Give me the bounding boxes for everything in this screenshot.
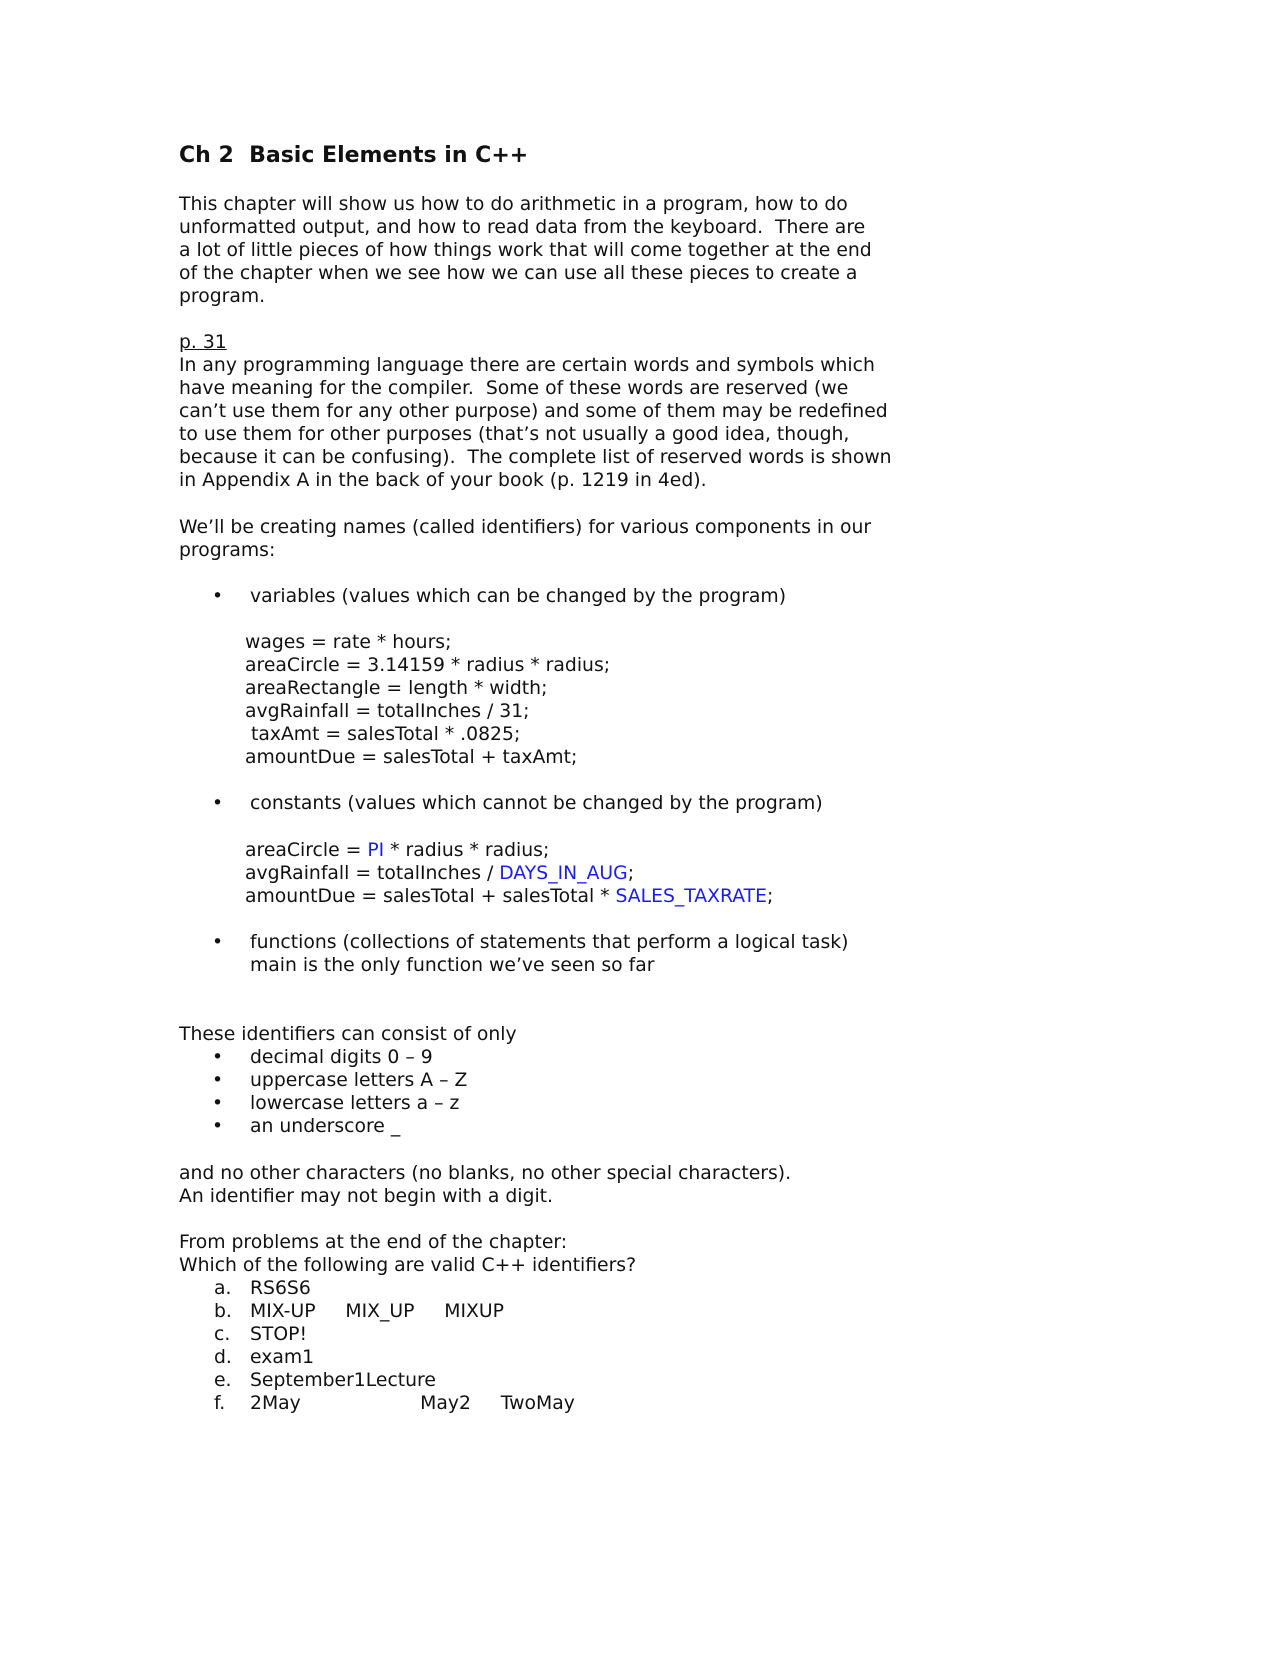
option-item: [0, 1369, 1280, 1392]
reserved-words-paragraph: [179, 354, 892, 492]
option-letter: a.: [214, 1278, 232, 1299]
bullet-icon: •: [212, 1116, 224, 1137]
constants-label: constants (values which cannot be changed by the program): [250, 793, 823, 814]
rules-paragraph: [179, 1162, 791, 1208]
code-line: taxAmt = salesTotal * .0825;: [245, 724, 521, 745]
code-line: avgRainfall = totalInches / 31;: [245, 701, 530, 722]
option-text: RS6S6: [250, 1278, 311, 1299]
bullet-icon: •: [212, 586, 224, 607]
option-text: exam1: [250, 1347, 315, 1368]
code-text: amountDue = salesTotal + salesTotal *: [245, 886, 616, 907]
page-title: Ch 2 Basic Elements in C++: [179, 143, 529, 168]
text-line: An identifier may not begin with a digit.: [179, 1186, 553, 1207]
option-item: [0, 1346, 1280, 1369]
text-line: unformatted output, and how to read data from the keyboard. There are: [179, 217, 866, 238]
page-reference: p. 31: [179, 332, 227, 353]
code-line: [245, 862, 773, 885]
char-item: an underscore _: [250, 1116, 401, 1137]
constant-name: PI: [367, 840, 385, 861]
option-text: 2May May2 TwoMay: [250, 1393, 575, 1414]
bullet-icon: •: [212, 1093, 224, 1114]
code-line: wages = rate * hours;: [245, 632, 452, 653]
code-text: areaCircle =: [245, 840, 368, 861]
variables-label: variables (values which can be changed by the program): [250, 586, 787, 607]
option-text: September1Lecture: [250, 1370, 436, 1391]
option-letter: d.: [214, 1347, 232, 1368]
problems-paragraph: [179, 1231, 636, 1277]
code-line: [245, 839, 773, 862]
char-item: uppercase letters A – Z: [250, 1070, 468, 1091]
char-item: decimal digits 0 – 9: [250, 1047, 433, 1068]
text-line: This chapter will show us how to do arithmetic in a program, how to do: [179, 194, 848, 215]
char-item: lowercase letters a – z: [250, 1093, 460, 1114]
code-line: [245, 885, 773, 908]
text-line: From problems at the end of the chapter:: [179, 1232, 568, 1253]
identifiers-paragraph: [179, 516, 871, 562]
constant-name: SALES_TAXRATE: [615, 886, 768, 907]
text-line: In any programming language there are certain words and symbols which: [179, 355, 875, 376]
code-text: ;: [767, 886, 774, 907]
option-text: MIX-UP MIX_UP MIXUP: [250, 1301, 504, 1322]
option-letter: e.: [214, 1370, 232, 1391]
text-line: a lot of little pieces of how things work that will come together at the end: [179, 240, 872, 261]
option-item: [0, 1392, 1280, 1415]
options-list: [0, 1277, 1280, 1415]
bullet-icon: •: [212, 932, 224, 953]
bullet-icon: •: [212, 1047, 224, 1068]
text-line: functions (collections of statements that perform a logical task): [250, 932, 849, 953]
option-item: [0, 1300, 1280, 1323]
text-line: main is the only function we’ve seen so far: [250, 955, 655, 976]
text-line: because it can be confusing). The complete list of reserved words is shown: [179, 447, 892, 468]
text-line: program.: [179, 286, 266, 307]
text-line: in Appendix A in the back of your book (p. 1219 in 4ed).: [179, 470, 707, 491]
text-line: of the chapter when we see how we can use all these pieces to create a: [179, 263, 858, 284]
code-text: avgRainfall = totalInches /: [245, 863, 500, 884]
text-line: can’t use them for any other purpose) and some of them may be redefined: [179, 401, 888, 422]
code-text: * radius * radius;: [384, 840, 550, 861]
option-letter: b.: [214, 1301, 232, 1322]
text-line: have meaning for the compiler. Some of these words are reserved (we: [179, 378, 849, 399]
code-line: amountDue = salesTotal + taxAmt;: [245, 747, 578, 768]
option-text: STOP!: [250, 1324, 308, 1345]
option-letter: f.: [214, 1393, 226, 1414]
consist-heading: These identifiers can consist of only: [179, 1024, 517, 1045]
text-line: to use them for other purposes (that’s not usually a good idea, though,: [179, 424, 850, 445]
option-item: [0, 1323, 1280, 1346]
intro-paragraph: [179, 193, 872, 308]
text-line: Which of the following are valid C++ identifiers?: [179, 1255, 637, 1276]
option-letter: c.: [214, 1324, 231, 1345]
text-line: programs:: [179, 540, 276, 561]
text-line: We’ll be creating names (called identifiers) for various components in our: [179, 517, 872, 538]
bullet-icon: •: [212, 793, 224, 814]
code-line: areaRectangle = length * width;: [245, 678, 548, 699]
bullet-icon: •: [212, 1070, 224, 1091]
option-item: [0, 1277, 1280, 1300]
functions-label: [250, 931, 848, 977]
variables-code: [245, 631, 610, 769]
text-line: and no other characters (no blanks, no other special characters).: [179, 1163, 792, 1184]
code-text: ;: [627, 863, 635, 884]
constants-code: [245, 839, 773, 908]
constant-name: DAYS_IN_AUG: [499, 863, 628, 884]
code-line: areaCircle = 3.14159 * radius * radius;: [245, 655, 611, 676]
